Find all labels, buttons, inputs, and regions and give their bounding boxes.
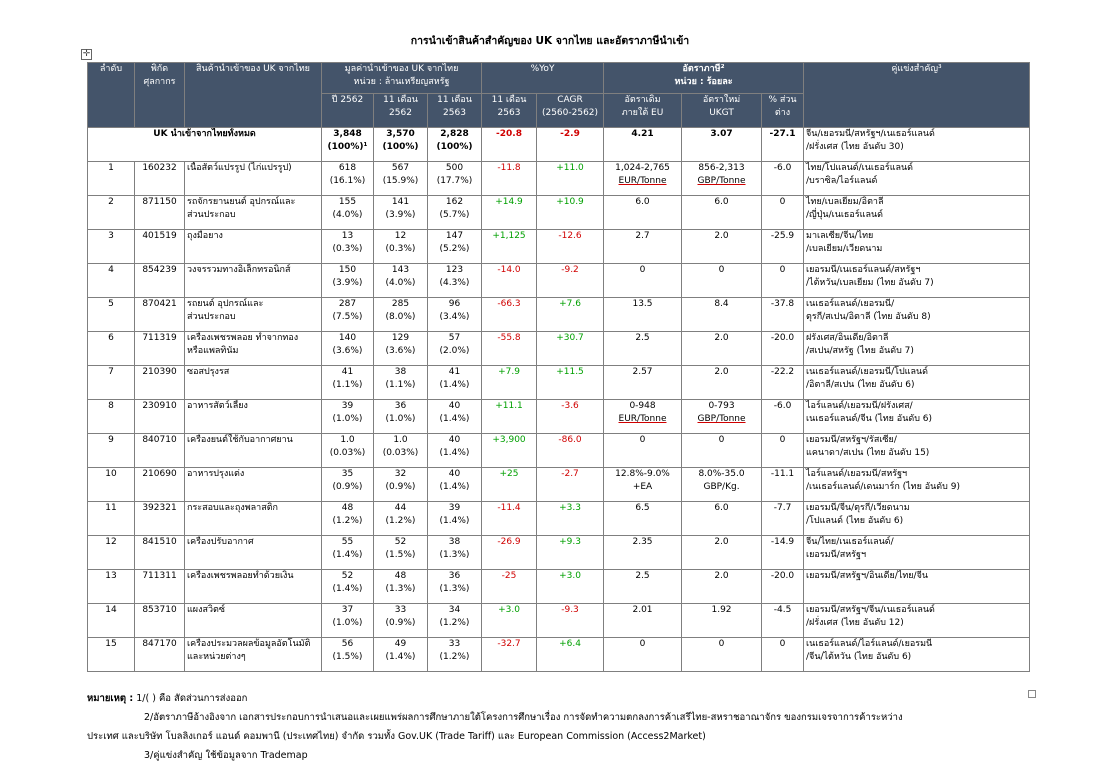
cagr-cell: -9.2: [537, 264, 604, 298]
value-11m-2562-cell: 52 (1.5%): [374, 536, 428, 570]
value-11m-2563-cell: 96 (3.4%): [428, 298, 482, 332]
new-rate-cell: 1.92: [682, 604, 762, 638]
cagr-cell: +30.7: [537, 332, 604, 366]
rank-cell: 1: [88, 162, 135, 196]
value-11m-2562-cell: 32 (0.9%): [374, 468, 428, 502]
rank-cell: 11: [88, 502, 135, 536]
competitors-cell: เนเธอร์แลนด์/เยอรมนี/ ตุรกี/สเปน/อิตาลี (ไทย อันดับ 8): [804, 298, 1030, 332]
yoy-cell: -11.8: [482, 162, 537, 196]
yoy-cell: +3,900: [482, 434, 537, 468]
cagr-cell: +3.3: [537, 502, 604, 536]
value-11m-2563-cell: 57 (2.0%): [428, 332, 482, 366]
hs-code-cell: 210390: [135, 366, 185, 400]
cagr-cell: -2.7: [537, 468, 604, 502]
new-rate-cell: 0-793 GBP/Tonne: [682, 400, 762, 434]
product-cell: เครื่องปรับอากาศ: [185, 536, 322, 570]
old-rate-cell: 2.5: [604, 570, 682, 604]
diff-cell: -6.0: [762, 400, 804, 434]
hs-code-cell: 853710: [135, 604, 185, 638]
total-y2562: 3,848 (100%)¹: [322, 128, 374, 162]
note-3: 3/คู่แข่งสำคัญ ใช้ข้อมูลจาก Trademap: [144, 750, 308, 761]
value-11m-2562-cell: 285 (8.0%): [374, 298, 428, 332]
note-2b: ประเทศ และบริษัท โบลลิงเกอร์ แอนด์ คอมพานี (ประเทศไทย) จำกัด รวมทั้ง Gov.UK (Trade Tariff) และ European Commission (Access2Market): [87, 731, 706, 742]
header-tariff-label: อัตราภาษี²: [682, 64, 725, 74]
header-old-rate: อัตราเดิม ภายใต้ EU: [604, 94, 682, 128]
cagr-cell: +10.9: [537, 196, 604, 230]
value-11m-2563-cell: 38 (1.3%): [428, 536, 482, 570]
header-competitors: คู่แข่งสำคัญ³: [804, 63, 1030, 128]
old-rate-cell: 13.5: [604, 298, 682, 332]
old-rate-cell: 0: [604, 264, 682, 298]
hs-code-cell: 230910: [135, 400, 185, 434]
total-row: [88, 128, 1030, 162]
cagr-cell: -12.6: [537, 230, 604, 264]
diff-cell: -25.9: [762, 230, 804, 264]
old-rate-cell: 6.0: [604, 196, 682, 230]
total-diff: -27.1: [762, 128, 804, 162]
cagr-cell: +11.5: [537, 366, 604, 400]
diff-cell: 0: [762, 264, 804, 298]
table-row: [88, 468, 1030, 502]
new-rate-cell: 2.0: [682, 332, 762, 366]
yoy-cell: +11.1: [482, 400, 537, 434]
new-rate-cell: 6.0: [682, 502, 762, 536]
new-rate-cell: 8.4: [682, 298, 762, 332]
table-row: [88, 638, 1030, 672]
value-2562-cell: 1.0 (0.03%): [322, 434, 374, 468]
competitors-cell: เยอรมนี/สหรัฐฯ/อินเดีย/ไทย/จีน: [804, 570, 1030, 604]
product-cell: รถยนต์ อุปกรณ์และ ส่วนประกอบ: [185, 298, 322, 332]
yoy-cell: -26.9: [482, 536, 537, 570]
value-11m-2563-cell: 162 (5.7%): [428, 196, 482, 230]
value-2562-cell: 41 (1.1%): [322, 366, 374, 400]
header-m11-2563: 11 เดือน 2563: [428, 94, 482, 128]
product-cell: เครื่องประมวลผลข้อมูลอัตโนมัติ และหน่วยต่างๆ: [185, 638, 322, 672]
competitors-cell: ไทย/โปแลนด์/เนเธอร์แลนด์ /บราซิล/ไอร์แลนด์: [804, 162, 1030, 196]
table-row: [88, 298, 1030, 332]
rank-cell: 8: [88, 400, 135, 434]
value-11m-2562-cell: 567 (15.9%): [374, 162, 428, 196]
competitors-cell: ไทย/เบลเยียม/อิตาลี /ญี่ปุ่น/เนเธอร์แลนด์: [804, 196, 1030, 230]
competitors-cell: เนเธอร์แลนด์/ไอร์แลนด์/เยอรมนี /จีน/ไต้หวัน (ไทย อันดับ 6): [804, 638, 1030, 672]
old-rate-cell: 2.5: [604, 332, 682, 366]
page-title: การนำเข้าสินค้าสำคัญของ UK จากไทย และอัตราภาษีนำเข้า: [410, 35, 690, 47]
value-2562-cell: 56 (1.5%): [322, 638, 374, 672]
value-11m-2563-cell: 33 (1.2%): [428, 638, 482, 672]
value-11m-2562-cell: 141 (3.9%): [374, 196, 428, 230]
product-cell: เครื่องเพชรพลอยทำด้วยเงิน: [185, 570, 322, 604]
new-rate-cell: 2.0: [682, 366, 762, 400]
hs-code-cell: 847170: [135, 638, 185, 672]
value-11m-2563-cell: 34 (1.2%): [428, 604, 482, 638]
old-rate-cell: 0-948 EUR/Tonne: [604, 400, 682, 434]
cagr-cell: +6.4: [537, 638, 604, 672]
old-rate-cell: 2.7: [604, 230, 682, 264]
note-1: [87, 689, 1017, 708]
value-2562-cell: 287 (7.5%): [322, 298, 374, 332]
competitors-cell: ฝรั่งเศส/อินเดีย/อิตาลี /สเปน/สหรัฐ (ไทย อันดับ 7): [804, 332, 1030, 366]
diff-cell: -37.8: [762, 298, 804, 332]
product-cell: อาหารปรุงแต่ง: [185, 468, 322, 502]
old-rate-cell: 2.01: [604, 604, 682, 638]
value-11m-2562-cell: 49 (1.4%): [374, 638, 428, 672]
old-rate-cell: 1,024-2,765 EUR/Tonne: [604, 162, 682, 196]
value-2562-cell: 39 (1.0%): [322, 400, 374, 434]
cagr-cell: -86.0: [537, 434, 604, 468]
competitors-cell: ไอร์แลนด์/เยอรมนี/สหรัฐฯ /เนเธอร์แลนด์/เดนมาร์ก (ไทย อันดับ 9): [804, 468, 1030, 502]
hs-code-cell: 401519: [135, 230, 185, 264]
value-2562-cell: 35 (0.9%): [322, 468, 374, 502]
table-row: [88, 400, 1030, 434]
product-cell: รถจักรยานยนต์ อุปกรณ์และ ส่วนประกอบ: [185, 196, 322, 230]
competitors-cell: เยอรมนี/เนเธอร์แลนด์/สหรัฐฯ /ไต้หวัน/เบลเยียม (ไทย อันดับ 7): [804, 264, 1030, 298]
total-old-rate: 4.21: [604, 128, 682, 162]
table-row: [88, 230, 1030, 264]
table-row: [88, 366, 1030, 400]
value-2562-cell: 618 (16.1%): [322, 162, 374, 196]
value-11m-2563-cell: 40 (1.4%): [428, 468, 482, 502]
new-rate-cell: 856-2,313 GBP/Tonne: [682, 162, 762, 196]
rank-cell: 7: [88, 366, 135, 400]
value-11m-2562-cell: 33 (0.9%): [374, 604, 428, 638]
table-row: [88, 264, 1030, 298]
value-11m-2563-cell: 123 (4.3%): [428, 264, 482, 298]
rank-cell: 12: [88, 536, 135, 570]
product-cell: ซอสปรุงรส: [185, 366, 322, 400]
header-product: สินค้านำเข้าของ UK จากไทย: [185, 63, 322, 128]
table-row: [88, 434, 1030, 468]
hs-code-cell: 711311: [135, 570, 185, 604]
yoy-cell: +14.9: [482, 196, 537, 230]
total-new-rate: 3.07: [682, 128, 762, 162]
new-rate-cell: 6.0: [682, 196, 762, 230]
new-rate-cell: 8.0%-35.0 GBP/Kg.: [682, 468, 762, 502]
note-2a: 2/อัตราภาษีอ้างอิงจาก เอกสารประกอบการนำเสนอและเผยแพร่ผลการศึกษาภายใต้โครงการศึกษาเรื่อง การจัดทำความตกลงการค้าเสรีไทย-สหราชอาณาจักร ของกรมเจรจาการค้าระหว่าง: [144, 712, 903, 723]
value-11m-2562-cell: 143 (4.0%): [374, 264, 428, 298]
diff-cell: 0: [762, 638, 804, 672]
value-11m-2562-cell: 1.0 (0.03%): [374, 434, 428, 468]
note-1-text: 1/( ) คือ สัดส่วนการส่งออก: [136, 693, 248, 704]
rank-cell: 3: [88, 230, 135, 264]
header-import-value: [322, 63, 482, 94]
value-2562-cell: 37 (1.0%): [322, 604, 374, 638]
notes-section: [87, 689, 1017, 765]
table-row: [88, 196, 1030, 230]
table-row: [88, 570, 1030, 604]
new-rate-cell: 0: [682, 638, 762, 672]
hs-code-cell: 841510: [135, 536, 185, 570]
total-yoy: -20.8: [482, 128, 537, 162]
diff-cell: 0: [762, 434, 804, 468]
cagr-cell: -9.3: [537, 604, 604, 638]
value-11m-2563-cell: 41 (1.4%): [428, 366, 482, 400]
hs-code-cell: 871150: [135, 196, 185, 230]
value-2562-cell: 150 (3.9%): [322, 264, 374, 298]
competitors-cell: มาเลเซีย/จีน/ไทย /เบลเยียม/เวียดนาม: [804, 230, 1030, 264]
total-cagr: -2.9: [537, 128, 604, 162]
table-row: [88, 502, 1030, 536]
value-2562-cell: 155 (4.0%): [322, 196, 374, 230]
diff-cell: -14.9: [762, 536, 804, 570]
rank-cell: 6: [88, 332, 135, 366]
rank-cell: 9: [88, 434, 135, 468]
new-rate-cell: 2.0: [682, 570, 762, 604]
hs-code-cell: 160232: [135, 162, 185, 196]
rank-cell: 14: [88, 604, 135, 638]
old-rate-cell: 12.8%-9.0% +EA: [604, 468, 682, 502]
total-competitors: จีน/เยอรมนี/สหรัฐฯ/เนเธอร์แลนด์ /ฝรั่งเศส (ไทย อันดับ 30): [804, 128, 1030, 162]
product-cell: กระสอบและถุงพลาสติก: [185, 502, 322, 536]
old-rate-cell: 0: [604, 638, 682, 672]
new-rate-cell: 0: [682, 434, 762, 468]
rank-cell: 13: [88, 570, 135, 604]
hs-code-cell: 392321: [135, 502, 185, 536]
rank-cell: 5: [88, 298, 135, 332]
hs-code-cell: 854239: [135, 264, 185, 298]
cagr-cell: +9.3: [537, 536, 604, 570]
header-rank: ลำดับ: [88, 63, 135, 128]
competitors-cell: เนเธอร์แลนด์/เยอรมนี/โปแลนด์ /อิตาลี/สเปน (ไทย อันดับ 6): [804, 366, 1030, 400]
diff-cell: -20.0: [762, 570, 804, 604]
table-resize-handle[interactable]: [1028, 690, 1036, 698]
diff-cell: -22.2: [762, 366, 804, 400]
value-11m-2563-cell: 147 (5.2%): [428, 230, 482, 264]
competitors-cell: เยอรมนี/สหรัฐฯ/จีน/เนเธอร์แลนด์ /ฝรั่งเศส (ไทย อันดับ 12): [804, 604, 1030, 638]
total-label: UK นำเข้าจากไทยทั้งหมด: [88, 128, 322, 162]
old-rate-cell: 2.35: [604, 536, 682, 570]
value-2562-cell: 140 (3.6%): [322, 332, 374, 366]
new-rate-cell: 2.0: [682, 536, 762, 570]
product-cell: อาหารสัตว์เลี้ยง: [185, 400, 322, 434]
header-import-unit: หน่วย : ล้านเหรียญสหรัฐ: [353, 77, 450, 87]
diff-cell: -20.0: [762, 332, 804, 366]
hs-code-cell: 711319: [135, 332, 185, 366]
value-11m-2563-cell: 500 (17.7%): [428, 162, 482, 196]
value-2562-cell: 48 (1.2%): [322, 502, 374, 536]
product-cell: วงจรรวมทางอิเล็กทรอนิกส์: [185, 264, 322, 298]
table-move-handle-icon[interactable]: ✛: [82, 49, 91, 59]
yoy-cell: +3.0: [482, 604, 537, 638]
yoy-cell: -14.0: [482, 264, 537, 298]
value-11m-2562-cell: 38 (1.1%): [374, 366, 428, 400]
notes-label: หมายเหตุ :: [87, 693, 134, 704]
header-new-rate: อัตราใหม่ UKGT: [682, 94, 762, 128]
yoy-cell: -25: [482, 570, 537, 604]
diff-cell: -7.7: [762, 502, 804, 536]
competitors-cell: จีน/ไทย/เนเธอร์แลนด์/ เยอรมนี/สหรัฐฯ: [804, 536, 1030, 570]
yoy-cell: -11.4: [482, 502, 537, 536]
new-rate-cell: 2.0: [682, 230, 762, 264]
value-11m-2563-cell: 39 (1.4%): [428, 502, 482, 536]
value-11m-2562-cell: 36 (1.0%): [374, 400, 428, 434]
competitors-cell: ไอร์แลนด์/เยอรมนี/ฝรั่งเศส/ เนเธอร์แลนด์/จีน (ไทย อันดับ 6): [804, 400, 1030, 434]
cagr-cell: +3.0: [537, 570, 604, 604]
value-11m-2562-cell: 12 (0.3%): [374, 230, 428, 264]
old-rate-cell: 0: [604, 434, 682, 468]
rank-cell: 2: [88, 196, 135, 230]
header-diff: % ส่วน ต่าง: [762, 94, 804, 128]
table-row: [88, 162, 1030, 196]
value-2562-cell: 13 (0.3%): [322, 230, 374, 264]
value-11m-2563-cell: 36 (1.3%): [428, 570, 482, 604]
header-tariff-unit: หน่วย : ร้อยละ: [674, 77, 733, 87]
header-import-value-label: มูลค่านำเข้าของ UK จากไทย: [344, 64, 459, 74]
product-cell: เครื่องยนต์ใช้กับอากาศยาน: [185, 434, 322, 468]
diff-cell: -4.5: [762, 604, 804, 638]
diff-cell: -11.1: [762, 468, 804, 502]
value-11m-2563-cell: 40 (1.4%): [428, 434, 482, 468]
yoy-cell: +25: [482, 468, 537, 502]
header-cagr: CAGR (2560-2562): [537, 94, 604, 128]
rank-cell: 15: [88, 638, 135, 672]
cagr-cell: -3.6: [537, 400, 604, 434]
header-tariff: [604, 63, 804, 94]
hs-code-cell: 870421: [135, 298, 185, 332]
diff-cell: 0: [762, 196, 804, 230]
value-11m-2562-cell: 44 (1.2%): [374, 502, 428, 536]
total-m11-2563: 2,828 (100%): [428, 128, 482, 162]
value-2562-cell: 55 (1.4%): [322, 536, 374, 570]
value-2562-cell: 52 (1.4%): [322, 570, 374, 604]
old-rate-cell: 6.5: [604, 502, 682, 536]
value-11m-2562-cell: 129 (3.6%): [374, 332, 428, 366]
diff-cell: -6.0: [762, 162, 804, 196]
header-yoy-11m: 11 เดือน 2563: [482, 94, 537, 128]
rank-cell: 10: [88, 468, 135, 502]
value-11m-2562-cell: 48 (1.3%): [374, 570, 428, 604]
new-rate-cell: 0: [682, 264, 762, 298]
header-y2562: ปี 2562: [322, 94, 374, 128]
total-m11-2562: 3,570 (100%): [374, 128, 428, 162]
table-row: [88, 332, 1030, 366]
product-cell: เนื้อสัตว์แปรรูป (ไก่แปรรูป): [185, 162, 322, 196]
rank-cell: 4: [88, 264, 135, 298]
yoy-cell: +7.9: [482, 366, 537, 400]
yoy-cell: -32.7: [482, 638, 537, 672]
yoy-cell: -55.8: [482, 332, 537, 366]
product-cell: ถุงมือยาง: [185, 230, 322, 264]
old-rate-cell: 2.57: [604, 366, 682, 400]
yoy-cell: +1,125: [482, 230, 537, 264]
competitors-cell: เยอรมนี/สหรัฐฯ/รัสเซีย/ แคนาดา/สเปน (ไทย อันดับ 15): [804, 434, 1030, 468]
table-row: [88, 604, 1030, 638]
cagr-cell: +11.0: [537, 162, 604, 196]
import-table: [87, 62, 1030, 672]
yoy-cell: -66.3: [482, 298, 537, 332]
header-yoy: %YoY: [482, 63, 604, 94]
cagr-cell: +7.6: [537, 298, 604, 332]
header-hs-code: พิกัด ศุลกากร: [135, 63, 185, 128]
competitors-cell: เยอรมนี/จีน/ตุรกี/เวียดนาม /โปแลนด์ (ไทย อันดับ 6): [804, 502, 1030, 536]
product-cell: แผงสวิตซ์: [185, 604, 322, 638]
product-cell: เครื่องเพชรพลอย ทำจากทอง หรือแพลทินัม: [185, 332, 322, 366]
header-m11-2562: 11 เดือน 2562: [374, 94, 428, 128]
value-11m-2563-cell: 40 (1.4%): [428, 400, 482, 434]
hs-code-cell: 840710: [135, 434, 185, 468]
hs-code-cell: 210690: [135, 468, 185, 502]
table-row: [88, 536, 1030, 570]
